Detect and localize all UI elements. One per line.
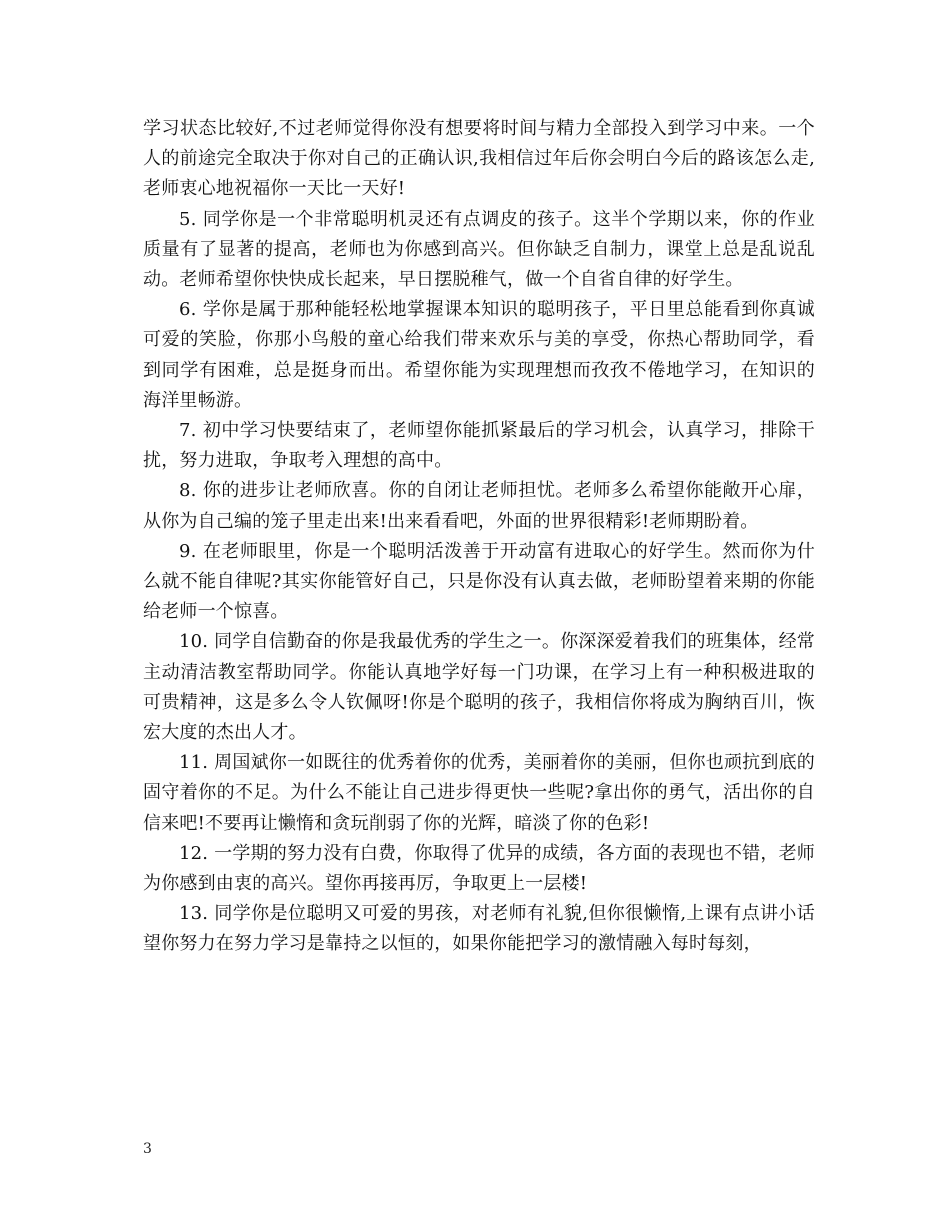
paragraph-item-5: 5. 同学你是一个非常聪明机灵还有点调皮的孩子。这半个学期以来，你的作业质量有了显著的提高，老师也为你感到高兴。但你缺乏自制力，课堂上总是乱说乱动。老师希望你快快成长起来，早日摆脱稚气，做一个自省自律的好学生。 <box>143 208 815 291</box>
page-number: 3 <box>143 1141 152 1157</box>
paragraph-item-13: 13. 同学你是位聪明又可爱的男孩，对老师有礼貌,但你很懒惰,上课有点讲小话望你努力在努力学习是靠持之以恒的，如果你能把学习的激情融入每时每刻， <box>143 903 815 955</box>
paragraph-item-6: 6. 学你是属于那种能轻松地掌握课本知识的聪明孩子，平日里总能看到你真诚可爱的笑脸，你那小鸟般的童心给我们带来欢乐与美的享受，你热心帮助同学，看到同学有困难，总是挺身而出。希望你能为实现理想而孜孜不倦地学习，在知识的海洋里畅游。 <box>143 299 815 411</box>
paragraph-item-11: 11. 周国斌你一如既往的优秀着你的优秀，美丽着你的美丽，但你也顽抗到底的固守着你的不足。为什么不能让自己进步得更快一些呢?拿出你的勇气，活出你的自信来吧!不要再让懒惰和贪玩削弱了你的光辉，暗淡了你的色彩! <box>143 752 815 834</box>
paragraph-item-12: 12. 一学期的努力没有白费，你取得了优异的成绩，各方面的表现也不错，老师为你感到由衷的高兴。望你再接再厉，争取更上一层楼! <box>143 842 815 895</box>
paragraph-item-10: 10. 同学自信勤奋的你是我最优秀的学生之一。你深深爱着我们的班集体，经常主动清洁教室帮助同学。你能认真地学好每一门功课，在学习上有一种积极进取的可贵精神，这是多么令人钦佩呀!你是个聪明的孩子，我相信你将成为胸纳百川，恢宏大度的杰出人才。 <box>143 631 815 744</box>
paragraph-item-9: 9. 在老师眼里，你是一个聪明活泼善于开动富有进取心的好学生。然而你为什么就不能自律呢?其实你能管好自己，只是你没有认真去做，老师盼望着来期的你能给老师一个惊喜。 <box>143 540 815 623</box>
document-body <box>143 114 815 960</box>
paragraph-item-7: 7. 初中学习快要结束了，老师望你能抓紧最后的学习机会，认真学习，排除干扰，努力进取，争取考入理想的高中。 <box>143 420 815 472</box>
paragraph-continued: 学习状态比较好,不过老师觉得你没有想要将时间与精力全部投入到学习中来。一个人的前途完全取决于你对自己的正确认识,我相信过年后你会明白今后的路该怎么走,老师衷心地祝福你一天比一天好! <box>143 118 815 200</box>
paragraph-item-8: 8. 你的进步让老师欣喜。你的自闭让老师担忧。老师多么希望你能敞开心扉，从你为自己编的笼子里走出来!出来看看吧，外面的世界很精彩!老师期盼着。 <box>143 480 815 532</box>
